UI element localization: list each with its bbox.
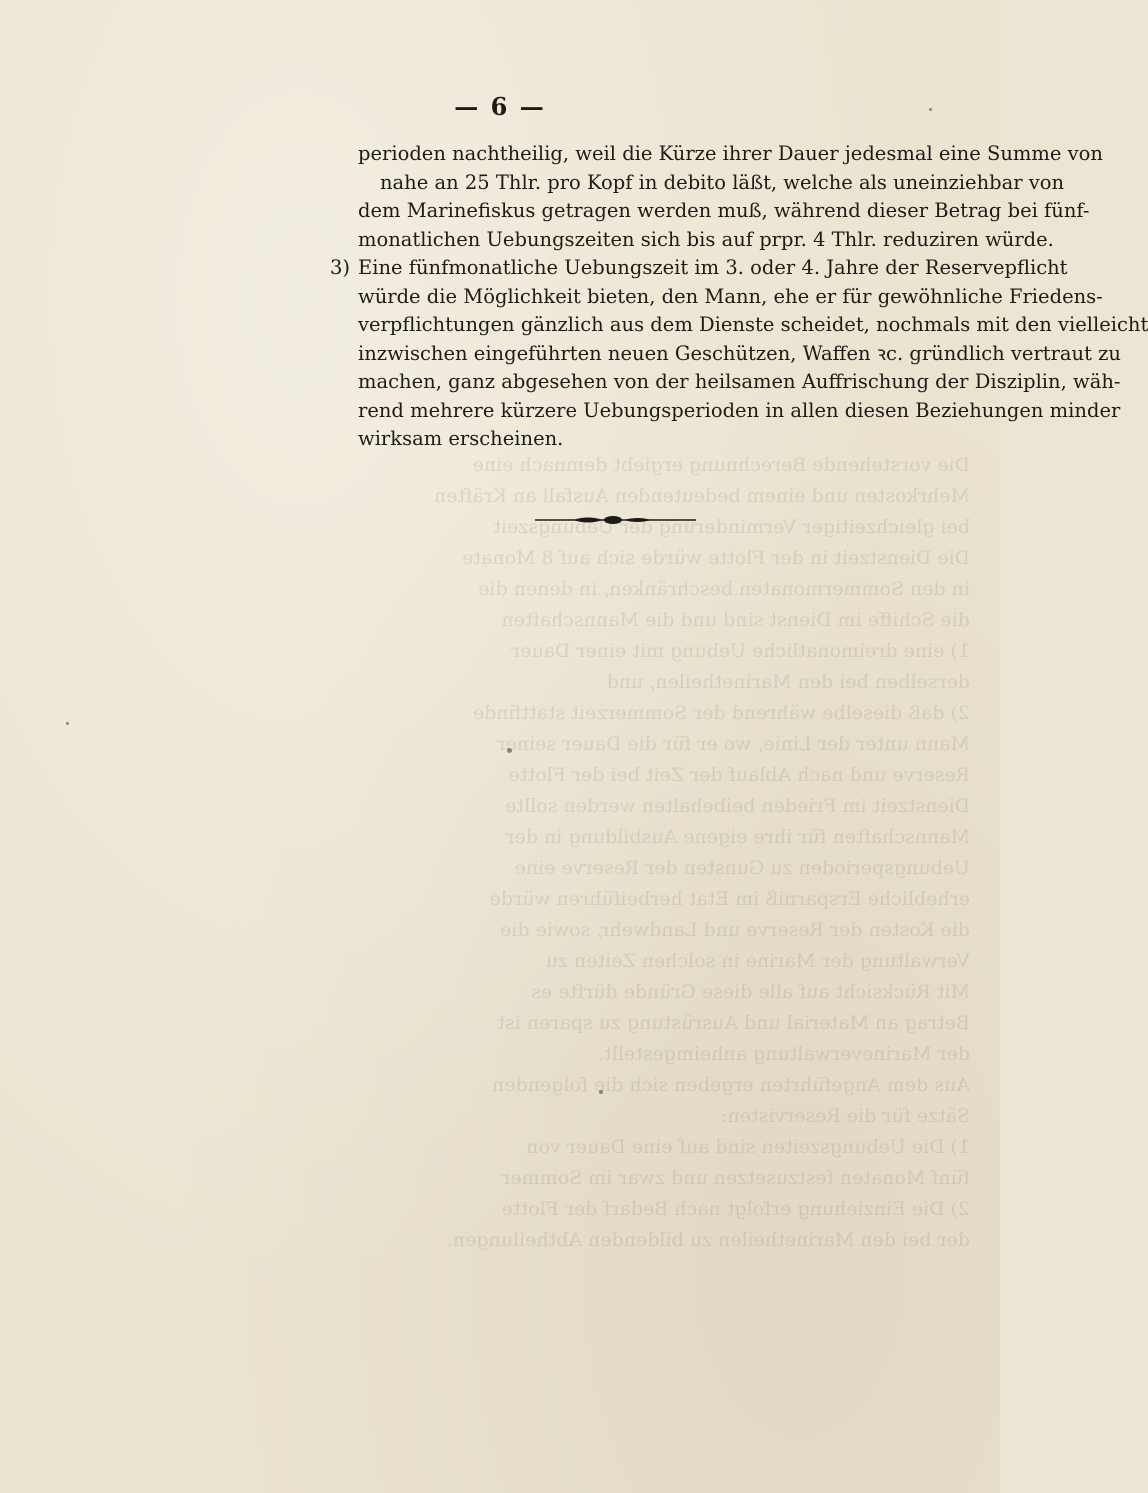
ink-speck bbox=[66, 722, 69, 725]
text-line: dem Marinefiskus getragen werden muß, während dieser Betrag bei fünf- bbox=[358, 199, 1090, 222]
text-line: rend mehrere kürzere Uebungsperioden in allen diesen Beziehungen minder bbox=[358, 398, 1121, 422]
section-divider-ornament bbox=[533, 514, 698, 526]
text-line: verpflichtungen gänzlich aus dem Dienste scheidet, nochmals mit den vielleicht bbox=[358, 313, 1148, 336]
text-line: machen, ganz abgesehen von der heilsamen Auffrischung der Disziplin, wäh- bbox=[358, 370, 1121, 393]
text-line: monatlichen Uebungszeiten sich bis auf prpr. 4 Thlr. reduziren würde. bbox=[358, 227, 1054, 251]
ink-speck bbox=[929, 108, 932, 111]
page-number-header: — 6 — bbox=[454, 92, 546, 121]
text-line: wirksam erscheinen. bbox=[358, 427, 564, 450]
numbered-item-3 bbox=[330, 254, 1148, 454]
body-text bbox=[330, 140, 1148, 454]
ink-speck bbox=[599, 1090, 603, 1094]
ink-speck bbox=[507, 748, 512, 753]
text-line: perioden nachtheilig, weil die Kürze ihrer Dauer jedesmal eine Summe von bbox=[358, 142, 1103, 165]
text-line: würde die Möglichkeit bieten, den Mann, ehe er für gewöhnliche Friedens- bbox=[358, 284, 1103, 308]
item-number: 3) bbox=[330, 256, 351, 279]
text-line: Eine fünfmonatliche Uebungszeit im 3. oder 4. Jahre der Reservepflicht bbox=[358, 256, 1068, 279]
bleed-through-texture: Die vorstehende Berechnung ergiebt demnach eine Mehrkosten und einem bedeutenden Ausfall an Kräften bei gleichzeitiger Verminderung der Uebungszeit Die Dienstzeit in der Flotte würde sich auf 8 Monate in den Sommermonaten beschränken, in denen die die Schiffe im Dienst sind und die Mannschaften 1) eine dreimonatliche Uebung mit einer Dauer derselben bei den Marinetheilen, und 2) daß dieselbe während der Sommerzeit stattfinde Mann unter der Linie, wo er für die Dauer seiner Reserve und nach Ablauf der Zeit bei der Flotte Dienstzeit im Frieden beibehalten werden sollte Mannschaften für ihre eigene Ausbildung in der Uebungsperioden zu Gunsten der Reserve eine erhebliche Ersparniß im Etat herbeiführen würde die Kosten der Reserve und Landwehr, sowie die Verwaltung der Marine in solchen Zeiten zu Mit Rücksicht auf alle diese Gründe dürfte es Betrag an Material und Ausrüstung zu sparen ist der Marineverwaltung anheimgestellt. Aus dem Angeführten ergeben sich die folgenden Sätze für die Reservisten: 1) Die Uebungszeiten sind auf eine Dauer von fünf Monaten festzusetzen und zwar im Sommer 2) Die Einziehung erfolgt nach Bedarf der Flotte der bei den Marinetheilen zu bildenden Abtheilungen. bbox=[434, 454, 970, 1251]
text-line: inzwischen eingeführten neuen Geschützen, Waffen ꝛc. gründlich vertraut zu bbox=[358, 341, 1121, 365]
text-line: nahe an 25 Thlr. pro Kopf in debito läßt, welche als uneinziehbar von bbox=[380, 170, 1065, 194]
